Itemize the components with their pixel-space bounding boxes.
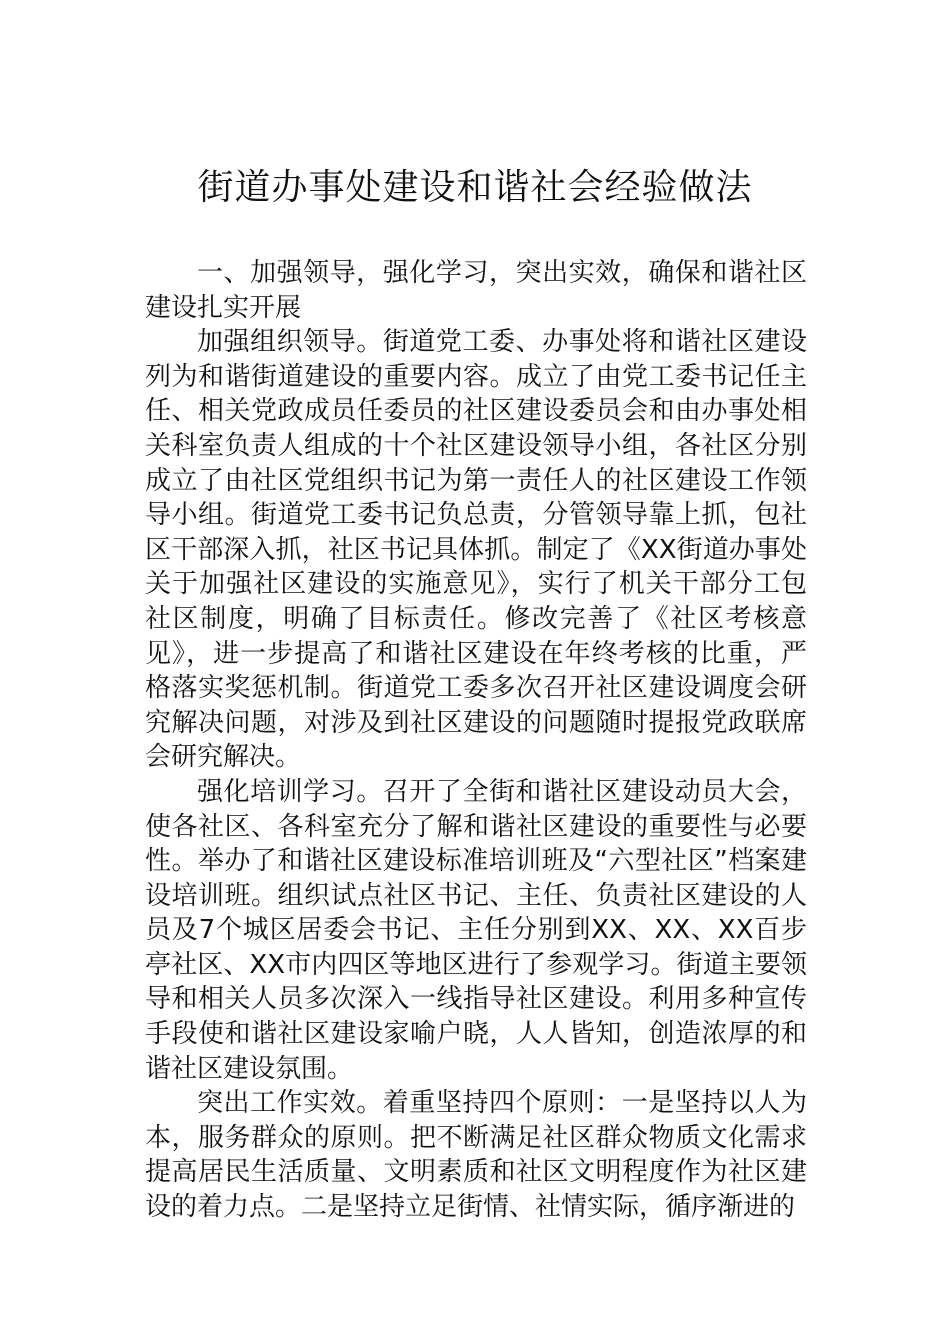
section-heading: 一、加强领导，强化学习，突出实效，确保和谐社区建设扎实开展	[145, 258, 807, 323]
paragraph: 加强组织领导。街道党工委、办事处将和谐社区建设列为和谐街道建设的重要内容。成立了由党工委书记任主任、相关党政成员任委员的社区建设委员会和由办事处相关科室负责人组成的十个社区建设领导小组，各社区分别成立了由社区党组织书记为第一责任人的社区建设工作领导小组。街道党工委书记负总责，分管领导靠上抓，包社区干部深入抓，社区书记具体抓。制定了《XX街道办事处关于加强社区建设的实施意见》，实行了机关干部分工包社区制度，明确了目标责任。修改完善了《社区考核意见》，进一步提高了和谐社区建设在年终考核的比重，严格落实奖惩机制。街道党工委多次召开社区建设调度会研究解决问题，对涉及到社区建设的问题随时提报党政联席会研究解决。	[145, 327, 807, 773]
document-body	[145, 256, 807, 1225]
paragraph: 强化培训学习。召开了全街和谐社区建设动员大会，使各社区、各科室充分了解和谐社区建设的重要性与必要性。举办了和谐社区建设标准培训班及“六型社区”档案建设培训班。组织试点社区书记、主任、负责社区建设的人员及7个城区居委会书记、主任分别到XX、XX、XX百步亭社区、XX市内四区等地区进行了参观学习。街道主要领导和相关人员多次深入一线指导社区建设。利用多种宣传手段使和谐社区建设家喻户晓，人人皆知，创造浓厚的和谐社区建设氛围。	[145, 776, 807, 1084]
paragraph: 突出工作实效。着重坚持四个原则：一是坚持以人为本，服务群众的原则。把不断满足社区群众物质文化需求提高居民生活质量、文明素质和社区文明程度作为社区建设的着力点。二是坚持立足街情、社情实际，循序渐进的	[145, 1088, 807, 1223]
document-title: 街道办事处建设和谐社会经验做法	[197, 167, 753, 208]
